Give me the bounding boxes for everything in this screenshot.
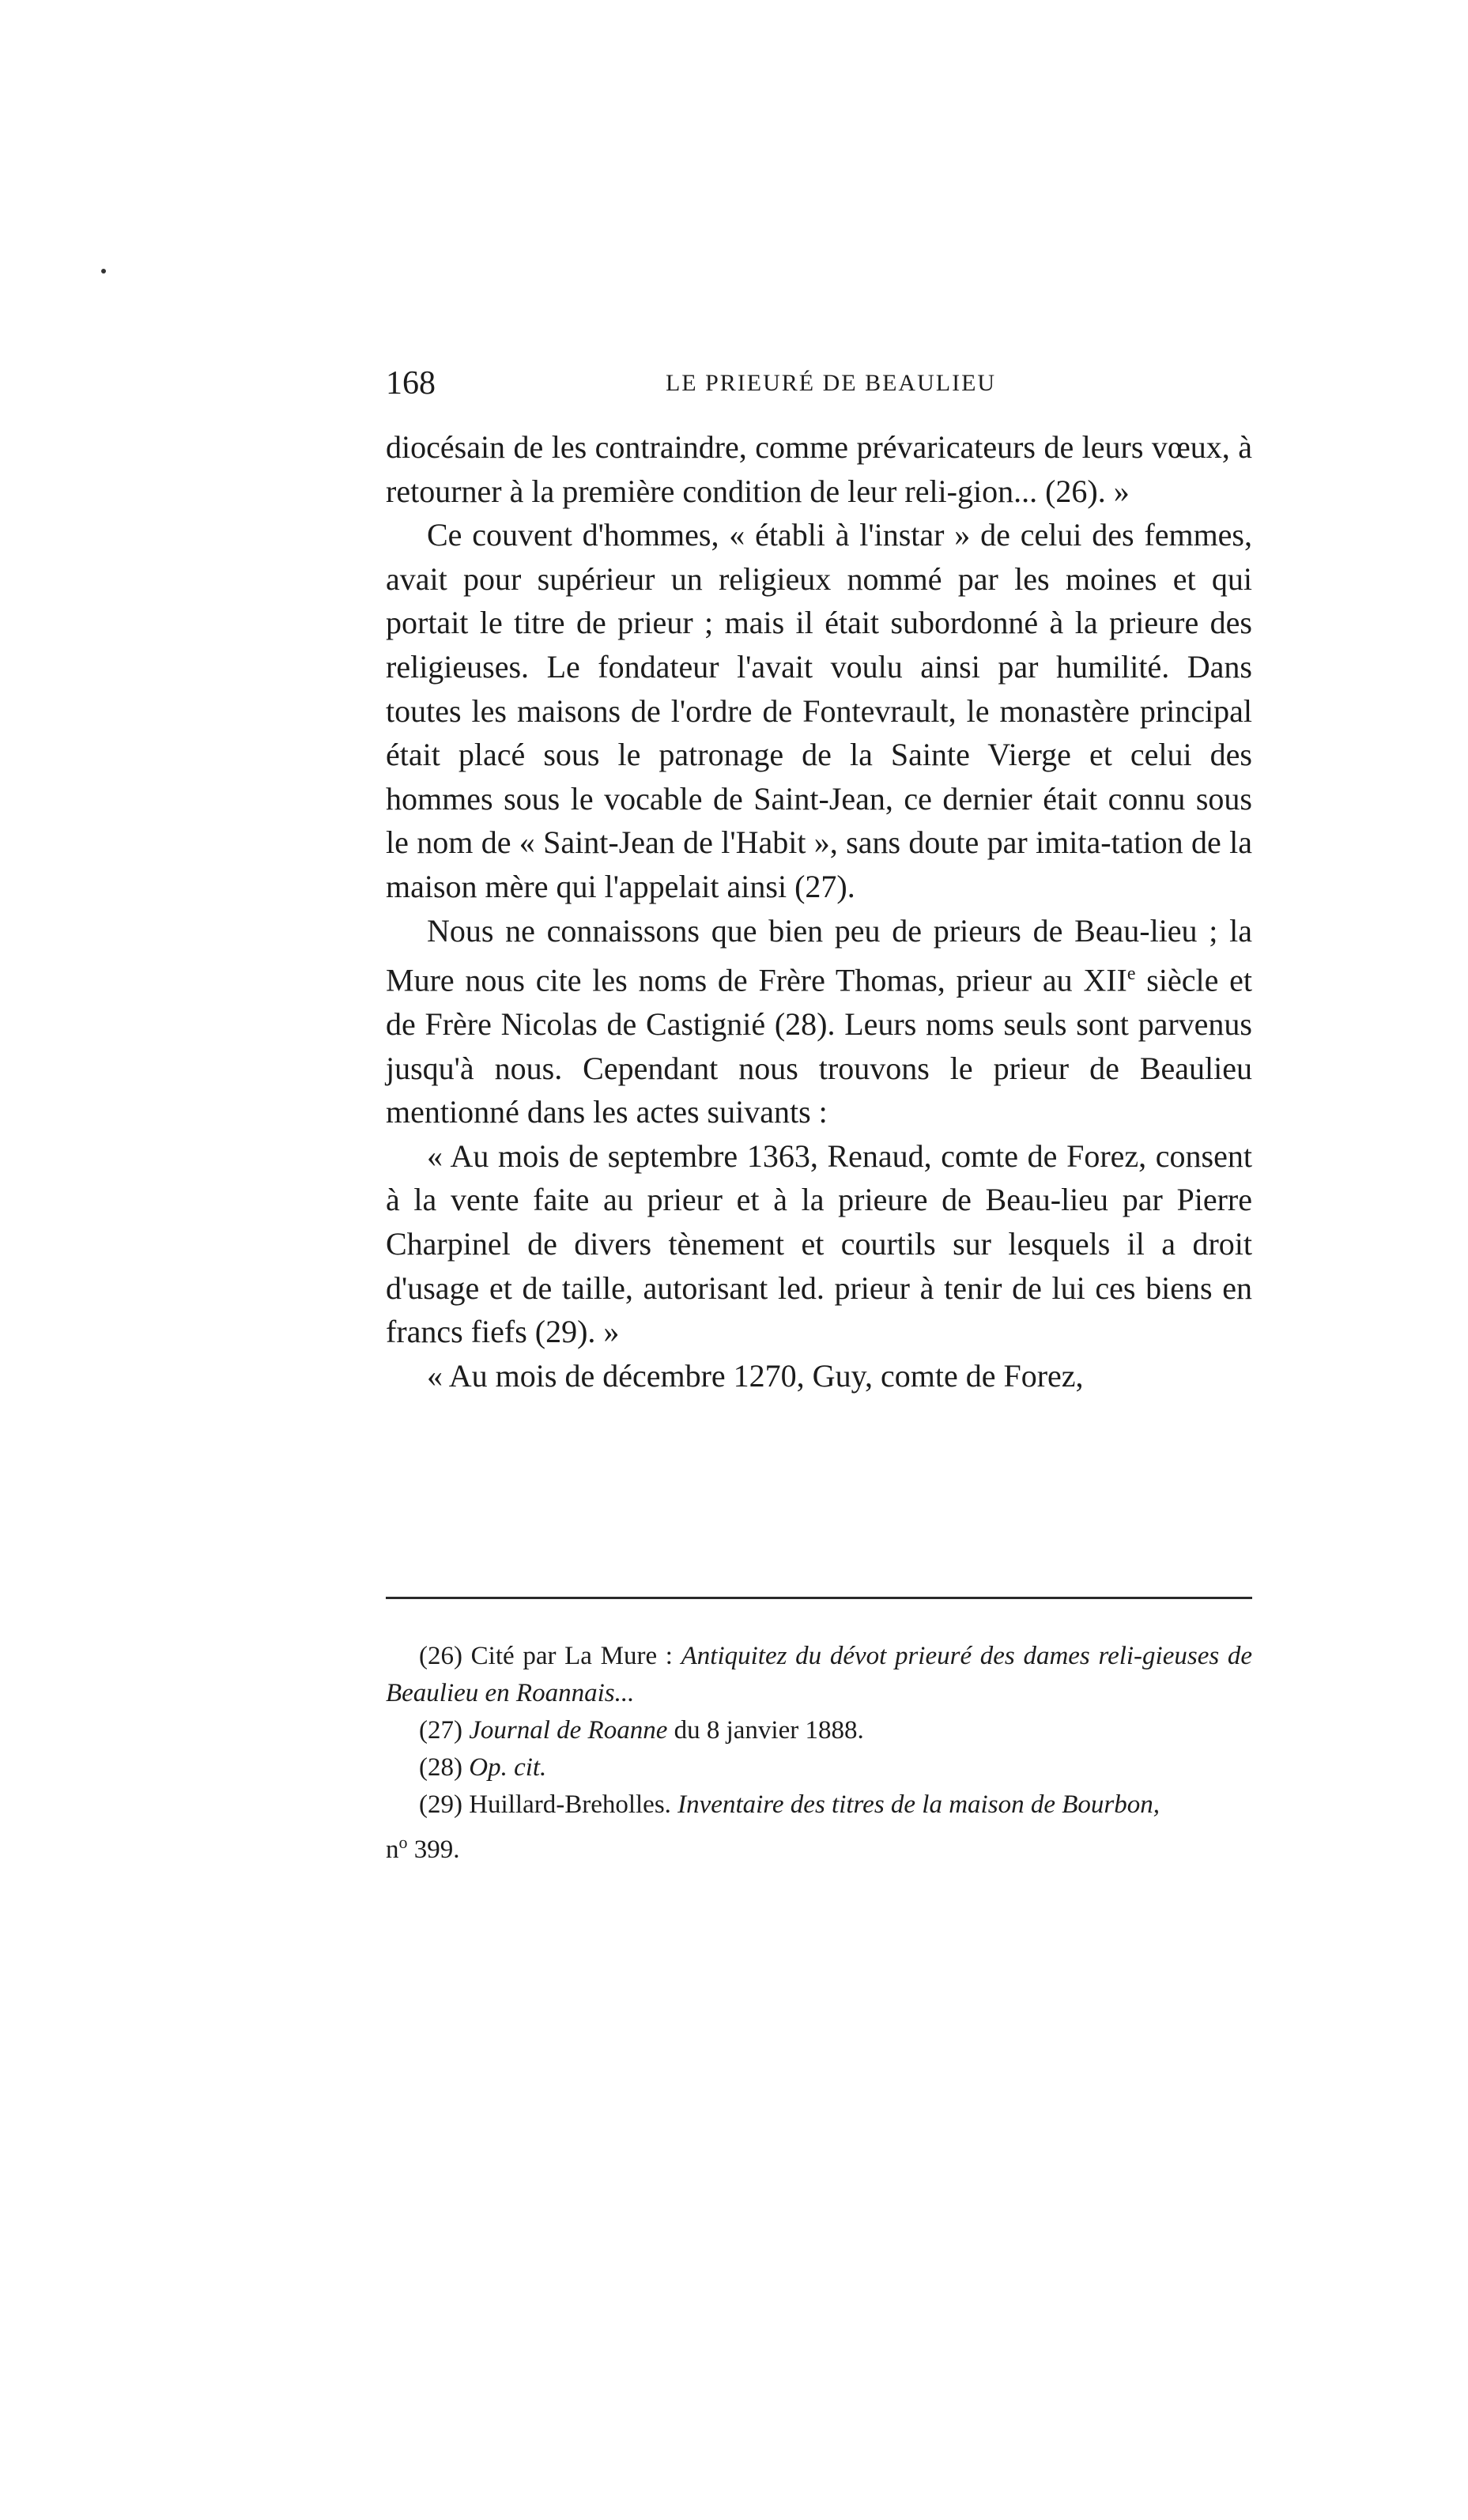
footnote-29-n-sup: o [398,1832,408,1852]
paragraph-5: « Au mois de décembre 1270, Guy, comte de Forez, [427,1357,1084,1394]
century-superscript: e [1126,964,1136,985]
footnote-27-prefix: (27) [419,1716,470,1745]
century-numeral: XII [1083,962,1127,998]
footnote-29-title: Inventaire des titres de la maison de Bourbon, [677,1790,1160,1819]
footnote-26 [386,1638,1252,1712]
footnote-29 [386,1786,1252,1869]
footnotes [386,1638,1252,1869]
footnote-29-number: 399. [407,1835,460,1864]
footnote-28-prefix: (28) [419,1753,470,1782]
paragraph-3-text-a: Nous ne connaissons que bien peu de prieurs de Beau-lieu ; la Mure nous cite les noms de Frère Thomas, prieur au [386,912,1252,998]
paragraph-4: « Au mois de septembre 1363, Renaud, comte de Forez, consent à la vente faite au prieur et à la prieure de Beau-lieu par Pierre Charpinel de divers tènement et courtils sur lesquels il a droit d'usage et de taille, autorisant led. prieur à tenir de lui ces biens en francs fiefs (29). » [386,1137,1252,1350]
running-title: LE PRIEURÉ DE BEAULIEU [665,370,997,396]
main-text [386,425,1252,1398]
footnote-28 [386,1749,1252,1786]
paragraph-2: Ce couvent d'hommes, « établi à l'instar » de celui des femmes, avait pour supérieur un religieux nommé par les moines et qui portait le titre de prieur ; mais il était subordonné à la prieure des religieuses. Le fondateur l'avait voulu ainsi par humilité. Dans toutes les maisons de l'ordre de Fontevrault, le monastère principal était placé sous le patronage de la Sainte Vierge et celui des hommes sous le vocable de Saint-Jean, ce dernier était connu sous le nom de « Saint-Jean de l'Habit », sans doute par imita-tation de la maison mère qui l'appelait ainsi (27). [386,517,1252,904]
footnote-29-n: n [386,1835,399,1864]
page-number: 168 [386,365,436,402]
footnote-26-title: Antiquitez du dévot prieuré des dames reli-gieuses de Beaulieu en Roannais... [386,1642,1253,1707]
footnote-27-suffix: du 8 janvier 1888. [667,1716,864,1745]
paragraph-3 [386,909,1252,1134]
footnote-divider [386,1597,1252,1599]
footnote-28-title: Op. cit. [469,1753,547,1782]
page-header [386,360,1252,407]
paragraph-1: diocésain de les contraindre, comme prévaricateurs de leurs vœux, à retourner à la première condition de leur reli-gion... (26). » [386,429,1252,509]
footnote-27-title: Journal de Roanne [469,1716,668,1745]
footnote-27 [386,1712,1252,1749]
ink-speck [101,269,106,274]
footnote-29-prefix: (29) Huillard-Breholles. [419,1790,678,1819]
paragraph-3-text-b: siècle et de Frère Nicolas de Castignié (28). Leurs noms seuls sont parvenus jusqu'à nous. Cependant nous trouvons le prieur de Beaulieu mentionné dans les actes suivants : [386,962,1252,1130]
footnote-26-prefix: (26) Cité par La Mure : [419,1642,681,1670]
